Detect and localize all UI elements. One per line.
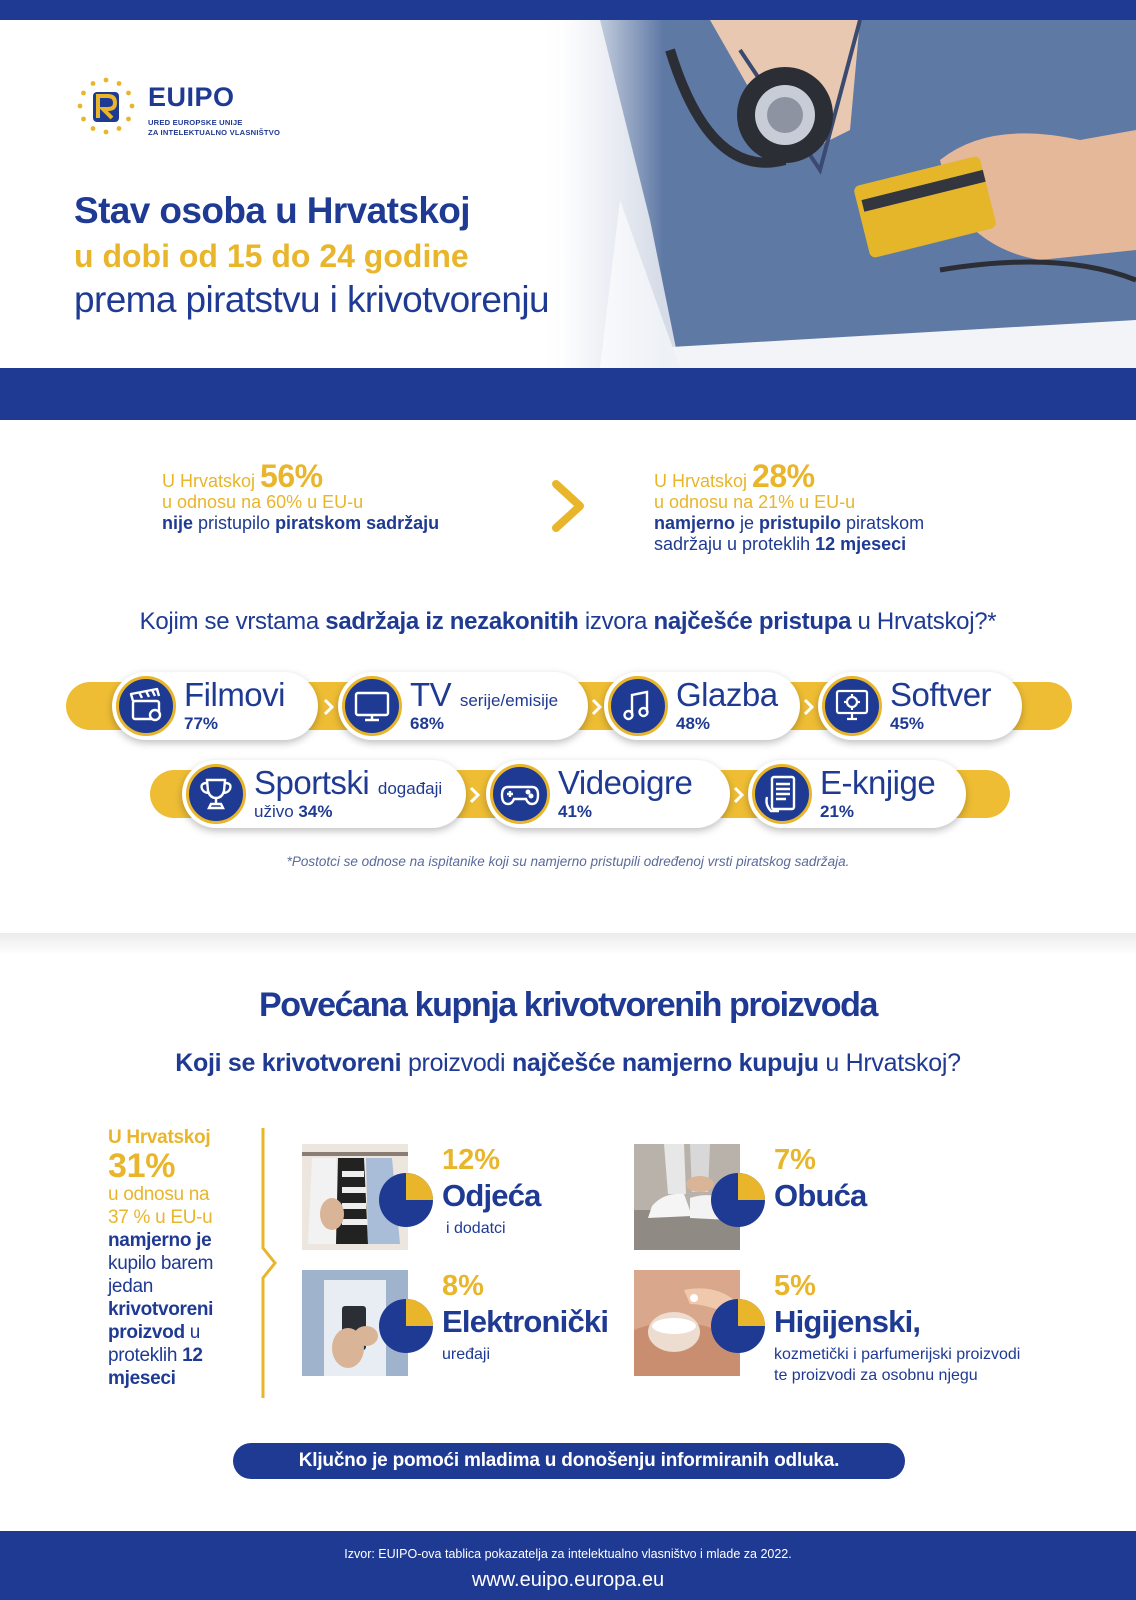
content-type-name: [254, 764, 442, 802]
content-question: [0, 608, 1136, 636]
product-value: 12%: [442, 1144, 501, 1176]
counterfeit-question: [0, 1049, 1136, 1078]
stat-plain-2: u proteklih: [108, 1322, 201, 1366]
stat-bold-1: namjerno je: [108, 1230, 212, 1251]
q-plain-1: Kojim se vrstama: [139, 608, 326, 635]
content-type-name: Glazba: [676, 676, 778, 713]
stat-value: 56%: [260, 458, 323, 494]
product-title: Odjeća: [442, 1178, 541, 1213]
content-type-name-main: Sportski: [254, 764, 370, 801]
title-line-2: u dobi od 15 do 24 godine: [74, 238, 469, 274]
stat-prefix: U Hrvatskoj: [654, 471, 748, 491]
q-bold-2: najčešće pristupa: [653, 608, 852, 635]
stat-intentionally-accessed: [654, 458, 1014, 555]
title-line-1: Stav osoba u Hrvatskoj: [74, 190, 470, 231]
cta-banner: Ključno je pomoći mladima u donošenju informiranih odluka.: [233, 1443, 905, 1479]
stat-value: 31%: [108, 1147, 176, 1185]
chevron-right-icon: [468, 786, 480, 804]
stat-plain-2: piratskom: [841, 513, 925, 533]
q-plain-2: u Hrvatskoj?: [818, 1049, 961, 1077]
stat-comparison-2: 37 % u EU-u: [108, 1207, 213, 1228]
logo-name: EUIPO: [148, 82, 235, 112]
stat-plain-1: pristupilo: [193, 513, 276, 533]
trophy-icon: [186, 764, 246, 824]
content-type-value: 68%: [410, 714, 445, 733]
stat-plain-1: kupilo barem jedan: [108, 1253, 214, 1297]
footnote: *Postotci se odnose na ispitanike koji su namjerno pristupili određenoj vrsti piratskog sadržaja.: [286, 854, 850, 869]
content-type-name: Videoigre: [558, 764, 693, 801]
logo-subtitle-line2: ZA INTELEKTUALNO VLASNIŠTVO: [148, 128, 281, 137]
pie-chart-odjeca: [378, 1172, 434, 1228]
product-obuca: [634, 1144, 934, 1252]
stat-comparison-1: u odnosu na: [108, 1184, 210, 1205]
stat-bold-3: 12 mjeseci: [108, 1345, 203, 1389]
stat-plain-1: je: [735, 513, 760, 533]
pie-slice: [406, 1299, 433, 1326]
content-type-name: E-knjige: [820, 764, 936, 801]
logo-subtitle-line1: URED EUROPSKE UNIJE: [148, 118, 243, 127]
pie-slice: [406, 1173, 433, 1200]
content-type-e-knjige: [748, 760, 966, 828]
stat-text: [108, 1229, 258, 1390]
stat-plain-3: sadržaju u proteklih: [654, 534, 816, 554]
chevron-right-icon: [550, 480, 586, 532]
content-type-filmovi: [112, 672, 318, 740]
stat-text-2: [654, 534, 1014, 555]
content-type-value: 77%: [184, 714, 219, 733]
stat-bold-1: nije: [162, 513, 194, 533]
q-plain-2: izvora: [578, 608, 654, 635]
content-type-glazba: [604, 672, 800, 740]
chevron-right-icon: [732, 786, 744, 804]
pie-chart-higijenski: [710, 1298, 766, 1354]
eu-stars-logo-icon: [76, 76, 136, 136]
music-note-icon: [608, 676, 668, 736]
software-gear-icon: [822, 676, 882, 736]
logo-subtitle: [148, 118, 280, 138]
stat-bold-1: namjerno: [654, 513, 736, 533]
stat-value: 28%: [752, 458, 815, 494]
chevron-right-icon: [802, 698, 814, 716]
pie-slice: [738, 1173, 765, 1200]
content-type-tv: [338, 672, 588, 740]
chevron-right-icon: [322, 698, 334, 716]
product-value: 7%: [774, 1144, 816, 1176]
stat-bold-3: 12 mjeseci: [815, 534, 907, 554]
content-type-videoigre: [486, 760, 730, 828]
counterfeit-heading: Povećana kupnja krivotvorenih proizvoda: [258, 986, 878, 1024]
top-strip: [0, 0, 1136, 20]
content-type-name: Filmovi: [184, 676, 285, 713]
product-subtitle: i dodatci: [446, 1220, 506, 1237]
content-type-name-small: serije/emisije: [459, 691, 559, 710]
euipo-logo: [76, 76, 316, 140]
chevron-right-icon: [590, 698, 602, 716]
q-bold-1: sadržaja iz nezakonitih: [325, 608, 579, 635]
film-clapper-icon: [116, 676, 176, 736]
content-type-name-small: događaji: [377, 779, 443, 798]
content-type-value: 41%: [558, 802, 593, 821]
stat-prefix: U Hrvatskoj: [108, 1127, 211, 1148]
gamepad-icon: [490, 764, 550, 824]
bracket-divider: [258, 1128, 282, 1398]
stat-bold-2: krivotvoreni proizvod: [108, 1299, 214, 1343]
product-subtitle: uređaji: [442, 1346, 491, 1363]
product-higijenski: [634, 1270, 1054, 1384]
product-title: Higijenski,: [774, 1304, 921, 1339]
footer-source: Izvor: EUIPO-ova tablica pokazatelja za intelektualno vlasništvo i mlade za 2022.: [344, 1547, 792, 1561]
content-type-sportski: [182, 760, 466, 828]
counterfeit-stat: [108, 1126, 258, 1390]
tv-icon: [342, 676, 402, 736]
pie-chart-obuca: [710, 1172, 766, 1228]
q-bold-2: najčešće namjerno kupuju: [511, 1049, 819, 1077]
stat-line-1: [162, 458, 542, 494]
stat-bold-2: piratskom sadržaju: [275, 513, 440, 533]
product-value: 5%: [774, 1270, 816, 1302]
content-type-value-prefix: uživo: [254, 802, 299, 821]
pie-slice: [738, 1299, 765, 1326]
stat-text-1: [654, 513, 1014, 534]
q-bold-1: Koji se krivotvoreni: [175, 1049, 402, 1077]
content-type-value: 21%: [820, 802, 855, 821]
product-odjeca: [302, 1144, 602, 1252]
content-type-name: [410, 676, 558, 714]
hero-banner: [0, 20, 1136, 368]
footer: [0, 1531, 1136, 1600]
content-type-value: [254, 802, 332, 822]
content-type-value: 48%: [676, 714, 711, 733]
stat-comparison: u odnosu na 21% u EU-u: [654, 492, 856, 512]
stat-text: [162, 513, 542, 534]
hero-band: [0, 368, 1136, 420]
stat-bold-2: pristupilo: [759, 513, 842, 533]
product-subtitle-line1: kozmetički i parfumerijski proizvodi: [774, 1346, 1021, 1363]
product-value: 8%: [442, 1270, 484, 1302]
content-type-value: 45%: [890, 714, 925, 733]
q-plain-3: u Hrvatskoj?*: [851, 608, 997, 635]
page-title: [74, 188, 674, 322]
content-type-value-number: 34%: [298, 802, 333, 821]
pie-chart-elektronicki: [378, 1298, 434, 1354]
product-title: Obuća: [774, 1178, 867, 1213]
product-subtitle: [774, 1344, 1020, 1386]
content-type-softver: [818, 672, 1022, 740]
product-subtitle-line2: te proizvodi za osobnu njegu: [774, 1367, 978, 1384]
product-title: Elektronički: [442, 1304, 609, 1339]
stat-comparison: u odnosu na 60% u EU-u: [162, 492, 364, 512]
content-type-name-main: TV: [410, 676, 452, 713]
product-elektronicki: [302, 1270, 622, 1378]
footer-url-link[interactable]: www.euipo.europa.eu: [471, 1569, 665, 1591]
stat-line-1: [654, 458, 1014, 494]
stat-prefix: U Hrvatskoj: [162, 471, 256, 491]
content-type-name: Softver: [890, 676, 992, 713]
section-divider: [0, 933, 1136, 955]
q-plain-1: proizvodi: [401, 1049, 512, 1077]
stat-not-accessed: [162, 458, 542, 534]
ebook-icon: [752, 764, 812, 824]
title-line-3: prema piratstvu i krivotvorenju: [74, 279, 549, 320]
